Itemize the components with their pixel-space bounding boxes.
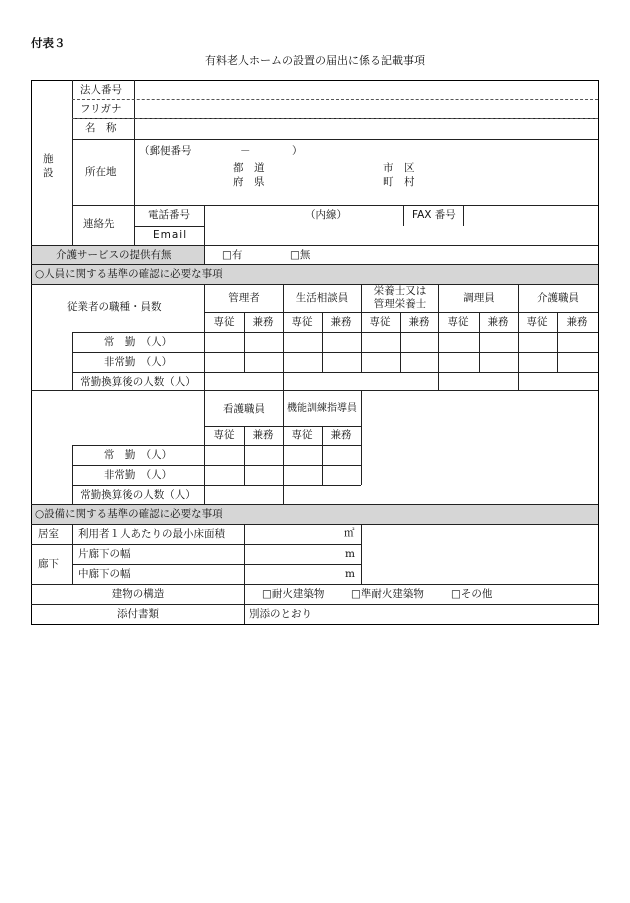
concurrent-1: 兼務 — [252, 316, 274, 328]
role-counselor: 生活相談員 — [295, 292, 349, 304]
row-converted: 常勤換算後の人数（人） — [80, 376, 196, 388]
city-line1: 市 区 — [383, 162, 415, 174]
structure-opt2[interactable]: □準耐火建築物 — [351, 588, 424, 600]
name-label: 名 称 — [85, 122, 117, 134]
facility-section-label: 施設 — [43, 153, 54, 179]
role-reg-nutritionist: 管理栄養士 — [373, 298, 427, 310]
fax-label: FAX 番号 — [412, 209, 456, 221]
care-service-no[interactable]: □無 — [290, 249, 311, 261]
concurrent-3: 兼務 — [408, 316, 430, 328]
corridor-item2: 中廊下の幅 — [78, 568, 131, 580]
fulltime-2: 専従 — [291, 316, 313, 328]
concurrent-6: 兼務 — [252, 429, 274, 441]
room-item: 利用者１人あたりの最小床面積 — [78, 528, 225, 540]
postal-dash: － — [240, 145, 251, 157]
concurrent-4: 兼務 — [487, 316, 509, 328]
care-service-yes[interactable]: □有 — [222, 249, 243, 261]
row-fulltime: 常 勤 （人） — [103, 336, 173, 348]
form-title: 有料老人ホームの設置の届出に係る記載事項 — [205, 54, 425, 67]
city-line2: 町 村 — [383, 176, 415, 188]
concurrent-5: 兼務 — [566, 316, 588, 328]
room-unit: ㎡ — [344, 527, 355, 539]
role-nurse: 看護職員 — [223, 403, 265, 415]
role-trainer: 機能訓練指導員 — [287, 403, 357, 414]
fulltime-3: 専従 — [369, 316, 391, 328]
fulltime-4: 専従 — [447, 316, 469, 328]
room-label: 居室 — [38, 528, 59, 540]
postal-open: （郵便番号 — [139, 145, 192, 157]
furigana-label: フリガナ — [80, 103, 122, 115]
care-service-label: 介護サービスの提供有無 — [56, 249, 172, 261]
row-parttime-2: 非常勤 （人） — [103, 469, 173, 481]
role-manager: 管理者 — [228, 292, 260, 304]
address-label: 所在地 — [85, 166, 117, 178]
structure-label: 建物の構造 — [111, 588, 165, 600]
fulltime-6: 専従 — [213, 429, 235, 441]
concurrent-7: 兼務 — [330, 429, 352, 441]
pref-line1: 都 道 — [233, 162, 265, 174]
role-nutritionist: 栄養士又は — [373, 285, 427, 297]
postal-close: ） — [292, 145, 303, 157]
row-converted-2: 常勤換算後の人数（人） — [80, 489, 196, 501]
corridor-unit2: m — [345, 568, 355, 580]
row-fulltime-2: 常 勤 （人） — [103, 449, 173, 461]
concurrent-2: 兼務 — [330, 316, 352, 328]
equipment-heading: ○設備に関する基準の確認に必要な事項 — [35, 508, 223, 520]
staff-heading: ○人員に関する基準の確認に必要な事項 — [35, 268, 223, 280]
structure-opt3[interactable]: □その他 — [451, 588, 493, 600]
structure-opt1[interactable]: □耐火建築物 — [262, 588, 325, 600]
phone-label: 電話番号 — [148, 209, 190, 221]
role-caregiver: 介護職員 — [537, 292, 579, 304]
email-label: Email — [153, 229, 188, 241]
corridor-label: 廊下 — [38, 558, 59, 570]
corridor-unit1: m — [345, 548, 355, 560]
row-parttime: 非常勤 （人） — [103, 356, 173, 368]
staff-row-header: 従業者の職種・員数 — [67, 301, 162, 313]
corridor-item1: 片廊下の幅 — [78, 548, 131, 560]
extension-label: （内線） — [305, 209, 347, 221]
appendix-label: 付表３ — [31, 36, 66, 50]
pref-line2: 府 県 — [233, 176, 265, 188]
attachment-label: 添付書類 — [117, 608, 159, 620]
fulltime-5: 専従 — [526, 316, 548, 328]
attachment-value: 別添のとおり — [249, 608, 312, 620]
fulltime-7: 専従 — [291, 429, 313, 441]
fulltime-1: 専従 — [213, 316, 235, 328]
corp-number-label: 法人番号 — [80, 84, 122, 96]
contact-label: 連絡先 — [83, 218, 115, 230]
role-cook: 調理員 — [463, 292, 495, 304]
